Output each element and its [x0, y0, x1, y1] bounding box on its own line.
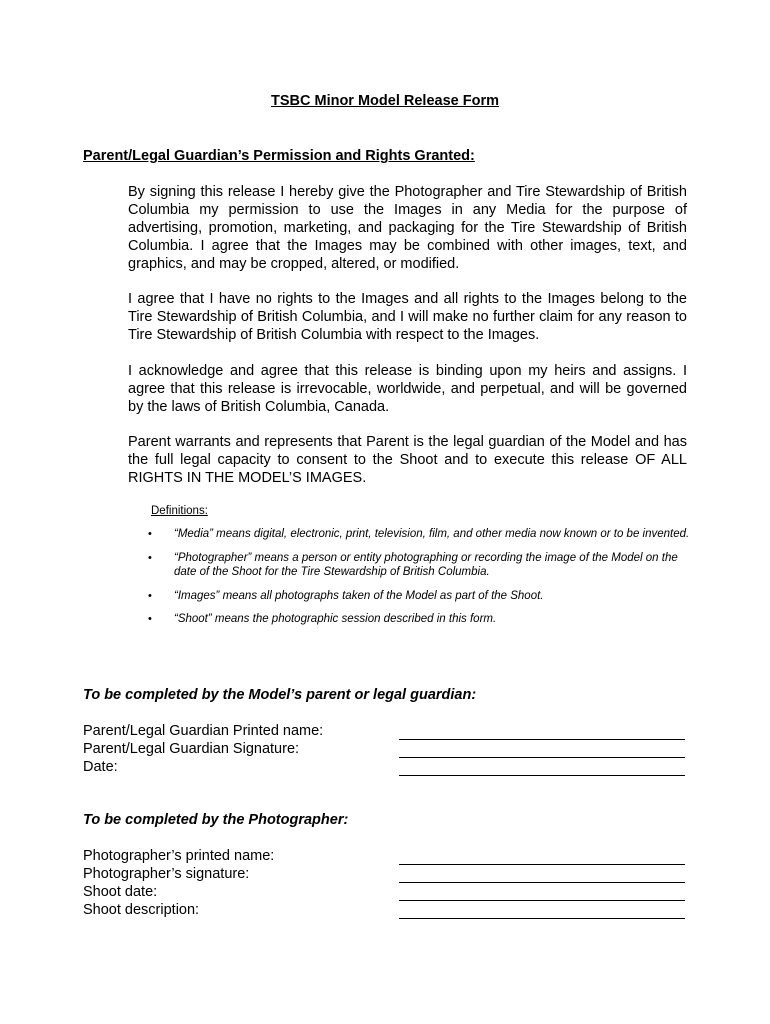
definition-text: “Media” means digital, electronic, print, television, film, and other media now known or to be invented. — [174, 528, 690, 540]
definition-item-shoot — [148, 612, 690, 627]
paragraph-rights: I agree that I have no rights to the Images and all rights to the Images belong to the Tire Stewardship of British Columbia, and I will make no further claim for any reason to Tire Stewardship of British Columbia with respect to the Images. — [128, 291, 687, 343]
photographer-printed-name-label: Photographer’s printed name: — [83, 848, 275, 864]
shoot-description-label: Shoot description: — [83, 902, 200, 918]
guardian-fields — [83, 722, 687, 776]
definition-text: “Photographer” means a person or entity photographing or recording the image of the Model on the date of the Shoot for the Tire Stewardship of British Columbia. — [174, 551, 678, 578]
guardian-printed-name-row — [83, 722, 687, 740]
guardian-signature-label: Parent/Legal Guardian Signature: — [83, 741, 300, 757]
photographer-fields — [83, 847, 687, 919]
shoot-date-row — [83, 883, 687, 901]
shoot-description-field[interactable] — [399, 901, 685, 919]
definitions-list — [148, 527, 690, 627]
bullet-icon: • — [148, 551, 152, 564]
guardian-printed-name-field[interactable] — [399, 722, 685, 740]
guardian-section-heading: To be completed by the Model’s parent or legal guardian: — [83, 687, 477, 703]
definition-item-images — [148, 589, 690, 604]
photographer-signature-row — [83, 865, 687, 883]
guardian-signature-row — [83, 740, 687, 758]
bullet-icon: • — [148, 589, 152, 602]
page-title: TSBC Minor Model Release Form — [270, 93, 499, 109]
bullet-icon: • — [148, 613, 152, 625]
photographer-printed-name-row — [83, 847, 687, 865]
paragraph-permission: By signing this release I hereby give the Photographer and Tire Stewardship of British Columbia my permission to use the Images in any Media for the purpose of advertising, promotion, marketing, and packaging for the Tire Stewardship of British Columbia. I agree that the Images may be combined with other images, text, and graphics, and may be cropped, altered, or modified. — [128, 184, 687, 272]
definition-item-media — [148, 527, 690, 542]
photographer-printed-name-field[interactable] — [399, 847, 685, 865]
guardian-date-row — [83, 758, 687, 776]
definitions-label: Definitions: — [151, 505, 208, 517]
photographer-signature-field[interactable] — [399, 865, 685, 883]
photographer-section-heading: To be completed by the Photographer: — [83, 812, 349, 828]
guardian-signature-field[interactable] — [399, 740, 685, 758]
definition-item-photographer — [148, 551, 690, 580]
shoot-date-field[interactable] — [399, 883, 685, 901]
definition-text: “Shoot” means the photographic session described in this form. — [174, 613, 497, 625]
shoot-date-label: Shoot date: — [83, 884, 158, 900]
guardian-date-label: Date: — [83, 759, 118, 775]
photographer-signature-label: Photographer’s signature: — [83, 866, 250, 882]
bullet-icon: • — [148, 528, 152, 540]
guardian-date-field[interactable] — [399, 758, 685, 776]
paragraph-binding: I acknowledge and agree that this release is binding upon my heirs and assigns. I agree that this release is irrevocable, worldwide, and perpetual, and will be governed by the laws of British Columbia, Canada. — [128, 363, 687, 415]
definition-text: “Images” means all photographs taken of the Model as part of the Shoot. — [174, 589, 544, 602]
paragraph-warranty: Parent warrants and represents that Parent is the legal guardian of the Model and has the full legal capacity to consent to the Shoot and to execute this release OF ALL RIGHTS IN THE MODEL’S IMAGES. — [128, 434, 687, 486]
shoot-description-row — [83, 901, 687, 919]
permission-heading: Parent/Legal Guardian’s Permission and Rights Granted: — [83, 148, 475, 164]
guardian-printed-name-label: Parent/Legal Guardian Printed name: — [83, 723, 324, 739]
